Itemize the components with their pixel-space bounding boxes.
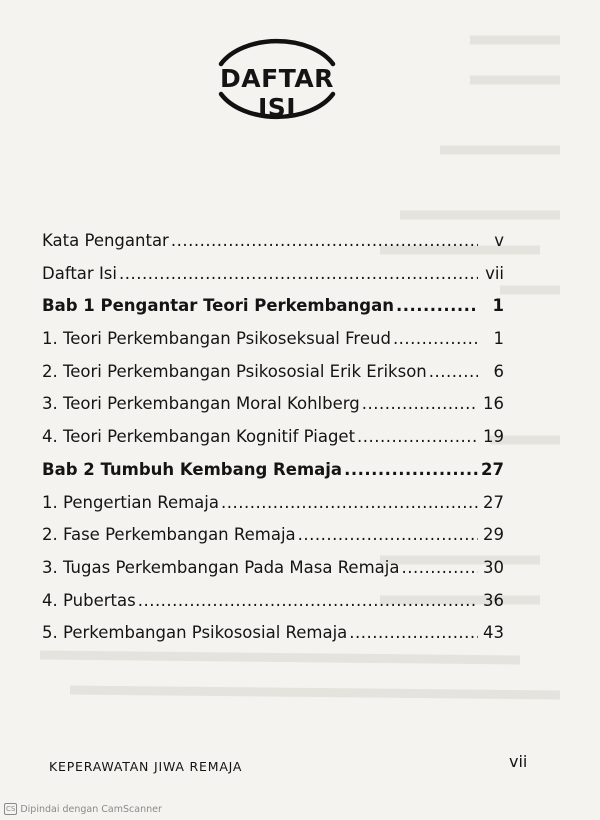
toc-entry-page: 29 xyxy=(483,525,504,545)
scanner-watermark xyxy=(4,803,162,815)
toc-entry-label: Daftar Isi xyxy=(42,263,117,283)
toc-entry-label: 3. Tugas Perkembangan Pada Masa Remaja xyxy=(42,557,400,577)
toc-leader-dots xyxy=(344,454,478,486)
toc-entry-page: v xyxy=(494,231,504,250)
page-number: vii xyxy=(509,752,528,771)
toc-entry-page: 27 xyxy=(481,459,504,479)
toc-chapter-entry xyxy=(42,290,504,323)
toc-entry xyxy=(42,519,504,552)
toc-entry-label: 1. Teori Perkembangan Psikoseksual Freud xyxy=(42,329,391,349)
toc-entry-label: 2. Fase Perkembangan Remaja xyxy=(42,525,296,545)
toc-entry xyxy=(42,258,504,291)
toc-entry-page: 36 xyxy=(483,590,504,610)
toc-entry-label: 5. Perkembangan Psikososial Remaja xyxy=(42,623,348,643)
toc-entry-label: 4. Pubertas xyxy=(42,590,136,610)
toc-entry xyxy=(42,421,504,454)
toc-chapter-entry xyxy=(42,454,504,487)
page-title: DAFTAR ISI xyxy=(220,64,334,122)
toc-entry xyxy=(42,487,504,520)
toc-leader-dots xyxy=(349,617,478,649)
toc-leader-dots xyxy=(221,487,478,519)
toc-leader-dots xyxy=(357,421,478,453)
title-block xyxy=(207,24,347,130)
toc-leader-dots xyxy=(171,225,478,257)
toc-entry-label: Bab 1 Pengantar Teori Perkembangan xyxy=(42,296,394,316)
toc-entry-page: 1 xyxy=(493,329,504,349)
toc-entry-label: 3. Teori Perkembangan Moral Kohlberg xyxy=(42,394,360,414)
toc-entry-label: 4. Teori Perkembangan Kognitif Piaget xyxy=(42,427,356,447)
table-of-contents xyxy=(42,225,504,650)
toc-entry xyxy=(42,388,504,421)
toc-entry-page: 16 xyxy=(483,394,504,414)
toc-entry-label: Kata Pengantar xyxy=(42,231,169,250)
toc-leader-dots xyxy=(298,519,478,551)
toc-entry-page: vii xyxy=(485,263,504,283)
toc-entry-label: Bab 2 Tumbuh Kembang Remaja xyxy=(42,459,343,479)
toc-entry xyxy=(42,585,504,618)
toc-leader-dots xyxy=(401,552,478,584)
toc-leader-dots xyxy=(396,290,478,322)
toc-entry xyxy=(42,323,504,356)
toc-entry-page: 6 xyxy=(493,361,504,381)
toc-entry xyxy=(42,552,504,585)
toc-leader-dots xyxy=(429,356,478,388)
toc-entry-page: 30 xyxy=(483,557,504,577)
toc-entry-label: 2. Teori Perkembangan Psikososial Erik Erikson xyxy=(42,361,427,381)
toc-leader-dots xyxy=(138,585,478,617)
toc-entry-label: 1. Pengertian Remaja xyxy=(42,492,219,512)
toc-entry xyxy=(42,617,504,650)
toc-entry-page: 43 xyxy=(483,623,504,643)
toc-entry xyxy=(42,356,504,389)
toc-leader-dots xyxy=(119,258,478,290)
toc-entry xyxy=(42,225,504,258)
toc-leader-dots xyxy=(393,323,478,355)
toc-entry-page: 27 xyxy=(483,492,504,512)
scanner-watermark-text: Dipindai dengan CamScanner xyxy=(20,803,162,815)
camscanner-logo-icon: CS xyxy=(6,805,16,813)
toc-leader-dots xyxy=(362,388,478,420)
toc-entry-page: 19 xyxy=(483,427,504,447)
running-footer-book-title: KEPERAWATAN JIWA REMAJA xyxy=(49,759,243,774)
toc-entry-page: 1 xyxy=(492,296,504,316)
